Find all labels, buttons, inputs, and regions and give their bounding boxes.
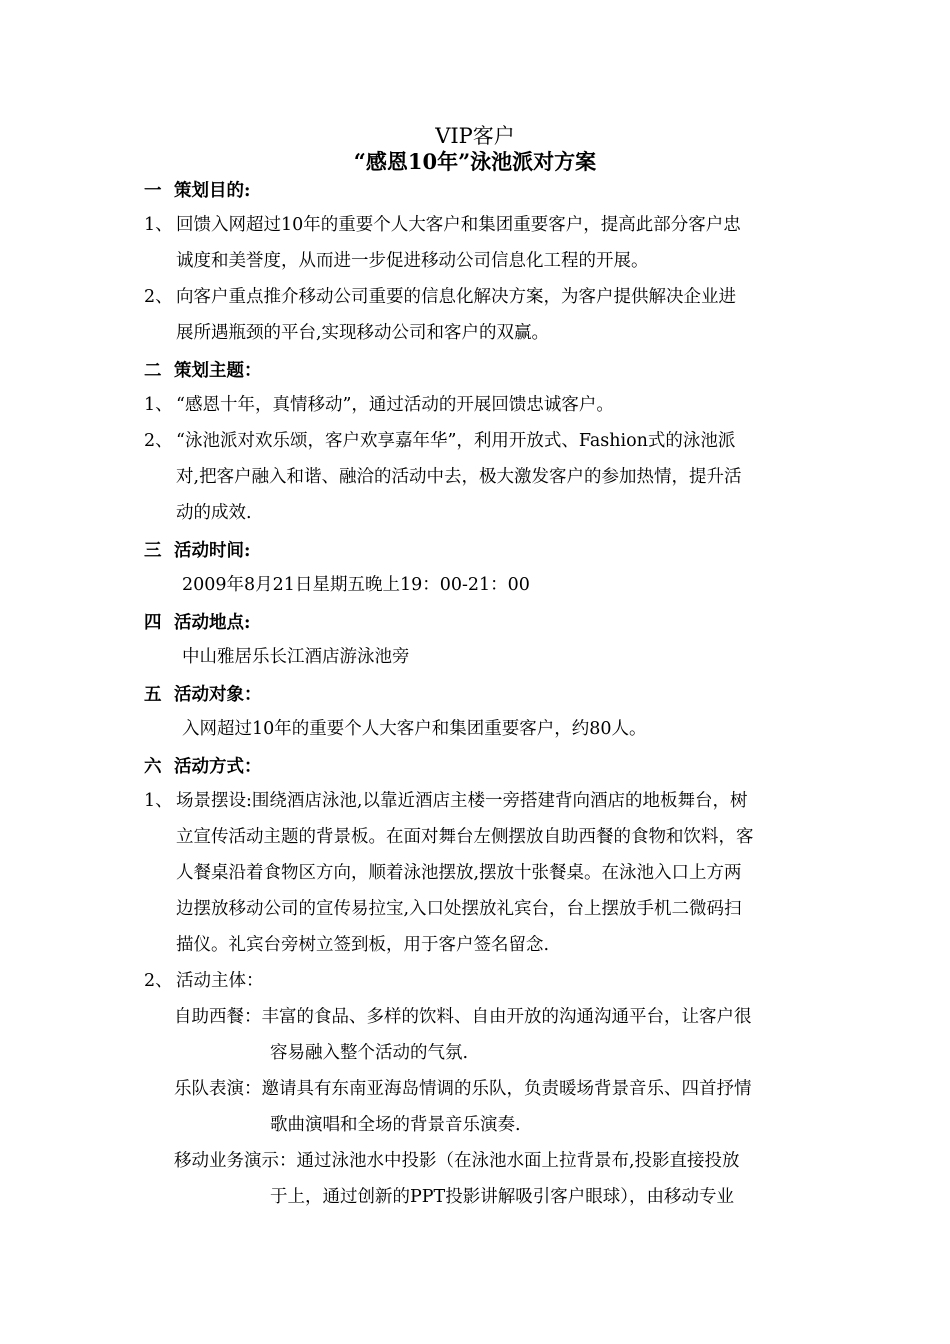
activity-buffet: [144, 999, 809, 1035]
section-heading-format: [144, 747, 809, 783]
item-text: 展所遇瓶颈的平台,实现移动公司和客户的双赢。: [176, 323, 550, 343]
section-heading-theme: [144, 351, 809, 387]
list-item: [144, 387, 809, 423]
item-text: 活动主体：: [176, 971, 264, 991]
section-heading-audience: [144, 675, 809, 711]
section-number: 一: [144, 180, 162, 201]
item-text: 场景摆设:围绕酒店泳池,以靠近酒店主楼一旁搭建背向酒店的地板舞台，树: [176, 791, 748, 811]
section-heading-text: 策划目的:: [174, 180, 251, 201]
item-text: 诚度和美誉度，从而进一步促进移动公司信息化工程的开展。: [176, 251, 649, 271]
section-heading-time: [144, 531, 809, 567]
activity-label: 乐队表演：: [174, 1079, 262, 1099]
section-number: 二: [144, 360, 162, 381]
item-text: 人餐桌沿着食物区方向，顺着泳池摆放,摆放十张餐桌。在泳池入口上方两: [176, 863, 742, 883]
activity-label: 自助西餐：: [174, 1007, 262, 1027]
document-subtitle: “感恩10年”泳池派对方案: [353, 149, 597, 174]
section-heading-text: 活动方式：: [174, 756, 262, 777]
section-heading-text: 活动时间:: [174, 540, 251, 561]
item-text: 动的成效.: [176, 503, 252, 523]
item-number: 2、: [144, 431, 173, 451]
activity-text: 丰富的食品、多样的饮料、自由开放的沟通沟通平台，让客户很: [261, 1007, 752, 1027]
section-heading-location: [144, 603, 809, 639]
document-title: VIP客户: [435, 124, 515, 148]
item-text: “感恩十年，真情移动”，通过活动的开展回馈忠诚客户。: [176, 395, 614, 415]
list-item: [144, 279, 809, 351]
activity-label: 移动业务演示：: [174, 1151, 297, 1171]
item-number: 1、: [144, 215, 173, 235]
item-text: 描仪。礼宾台旁树立签到板，用于客户签名留念.: [176, 935, 550, 955]
section-heading-purpose: [144, 171, 809, 207]
document-body: [144, 171, 809, 1215]
item-text: 立宣传活动主题的背景板。在面对舞台左侧摆放自助西餐的食物和饮料，客: [176, 827, 754, 847]
section-number: 六: [144, 756, 162, 777]
event-audience-text: 入网超过10年的重要个人大客户和集团重要客户，约80人。: [182, 719, 647, 739]
activity-demo: [144, 1143, 809, 1179]
list-item: [144, 963, 809, 999]
list-item: [144, 423, 809, 531]
event-time-text: 2009年8月21日星期五晚上19：00-21：00: [182, 575, 530, 595]
section-heading-text: 策划主题：: [174, 360, 262, 381]
item-text: 对,把客户融入和谐、融洽的活动中去，极大激发客户的参加热情，提升活: [176, 467, 742, 487]
item-number: 2、: [144, 971, 173, 991]
activity-text: 邀请具有东南亚海岛情调的乐队，负责暖场背景音乐、四首抒情: [261, 1079, 752, 1099]
section-heading-text: 活动地点:: [174, 612, 251, 633]
item-text: 回馈入网超过10年的重要个人大客户和集团重要客户，提高此部分客户忠: [176, 215, 741, 235]
activity-text: 通过泳池水中投影（在泳池水面上拉背景布,投影直接投放: [296, 1151, 740, 1171]
item-number: 1、: [144, 791, 173, 811]
item-text: 向客户重点推介移动公司重要的信息化解决方案，为客户提供解决企业进: [176, 287, 736, 307]
section-number: 四: [144, 612, 162, 633]
activity-text: 歌曲演唱和全场的背景音乐演奏.: [270, 1115, 521, 1135]
activity-band: [144, 1071, 809, 1107]
activity-text: 容易融入整个活动的气氛.: [270, 1043, 469, 1063]
item-number: 1、: [144, 395, 173, 415]
item-number: 2、: [144, 287, 173, 307]
list-item: [144, 783, 809, 963]
section-number: 三: [144, 540, 162, 561]
activity-text: 于上，通过创新的PPT投影讲解吸引客户眼球），由移动专业: [270, 1187, 734, 1207]
item-text: “泳池派对欢乐颂，客户欢享嘉年华”，利用开放式、Fashion式的泳池派: [176, 431, 736, 451]
event-location-text: 中山雅居乐长江酒店游泳池旁: [182, 647, 410, 667]
section-number: 五: [144, 684, 162, 705]
list-item: [144, 207, 809, 279]
section-heading-text: 活动对象：: [174, 684, 262, 705]
item-text: 边摆放移动公司的宣传易拉宝,入口处摆放礼宾台，台上摆放手机二微码扫: [176, 899, 742, 919]
